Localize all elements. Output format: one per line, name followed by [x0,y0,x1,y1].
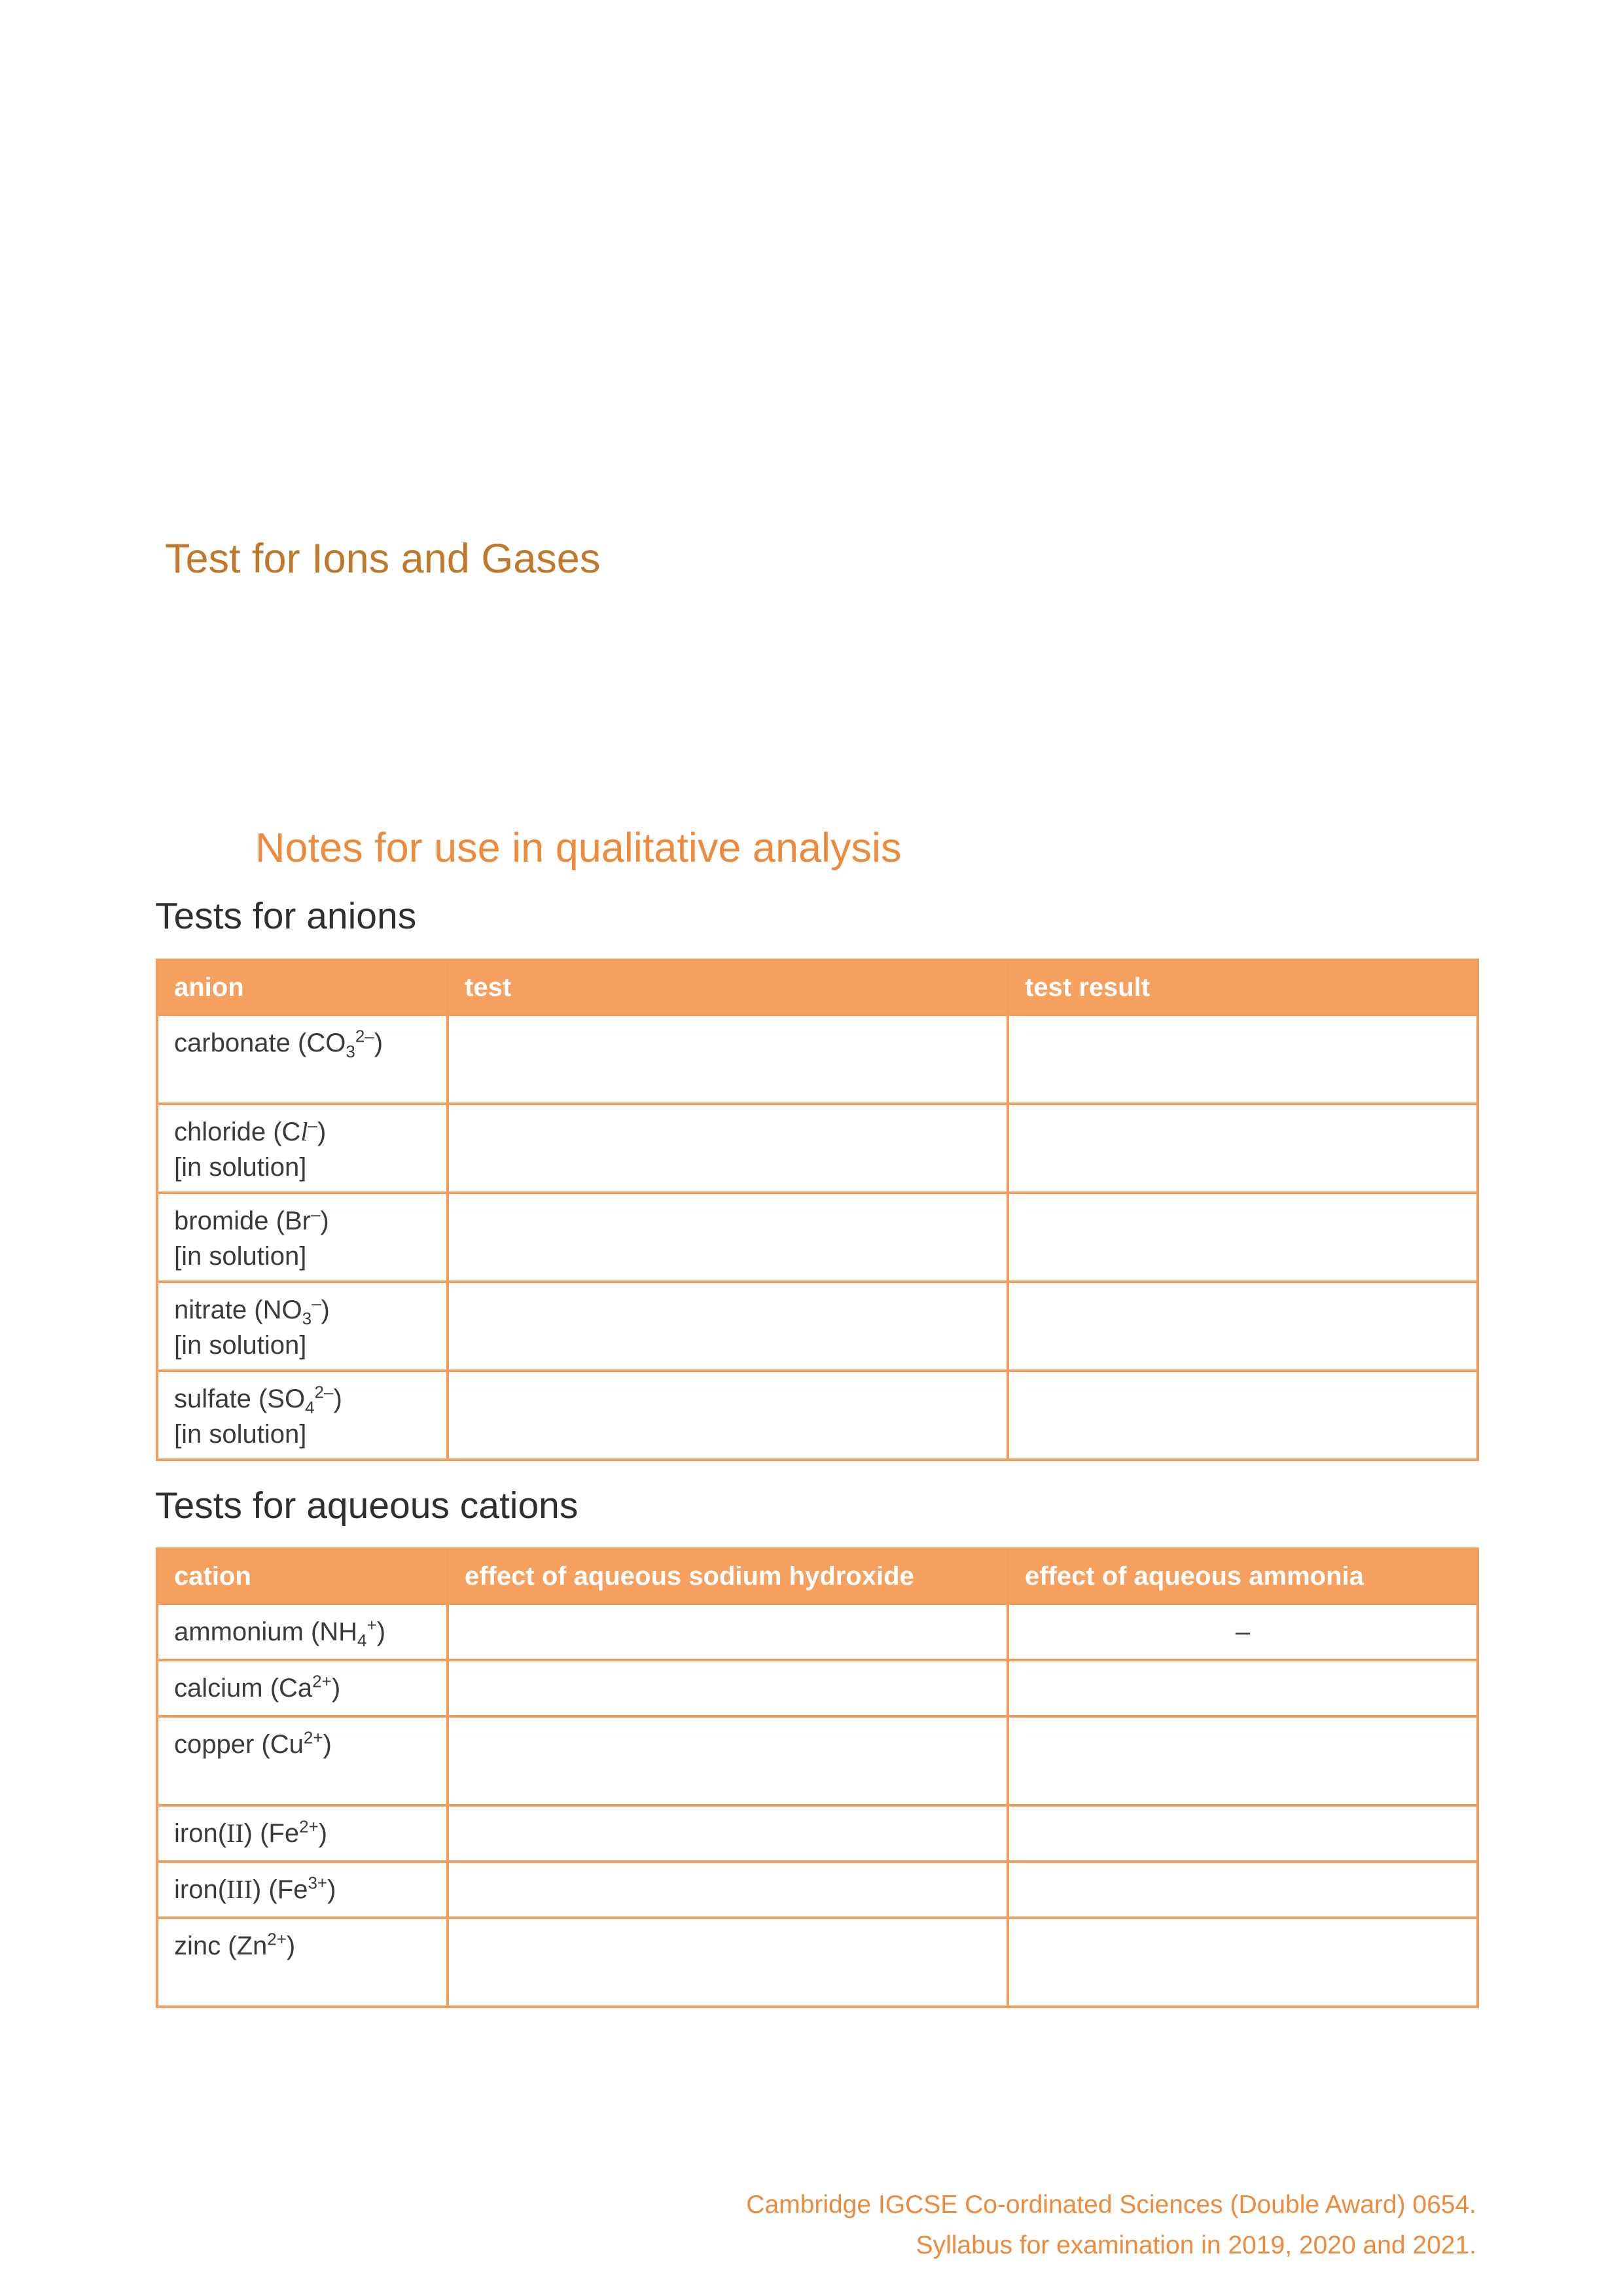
column-header-anion: anion [157,960,448,1015]
test-cell [448,1371,1008,1460]
table-header-row [157,960,1478,1015]
notes-title: Notes for use in qualitative analysis [255,825,902,871]
ammonia-cell [1008,1805,1478,1862]
cation-cell: copper $(Cu^{2+})$ [157,1716,448,1805]
table-row [157,1918,1478,2007]
test-result-cell [1008,1104,1478,1193]
test-cell [448,1282,1008,1371]
sodium-hydroxide-cell [448,1918,1008,2007]
anion-tests-table [156,959,1479,1461]
table-row [157,1604,1478,1660]
cation-cell: calcium $(Ca^{2+})$ [157,1660,448,1716]
table-row [157,1104,1478,1193]
column-header-test-result: test result [1008,960,1478,1015]
cation-cell: iron(III) $(Fe^{3+})$ [157,1862,448,1918]
sodium-hydroxide-cell [448,1805,1008,1862]
cation-cell: ammonium $(NH_4^+)$ [157,1604,448,1660]
sodium-hydroxide-cell [448,1862,1008,1918]
anion-cell: carbonate $(CO_3^{2-})$ [157,1015,448,1104]
table-row [157,1015,1478,1104]
anion-cell: nitrate $(NO_3^-)$ [in solution] [157,1282,448,1371]
cation-tests-table [156,1547,1479,2008]
test-result-cell [1008,1371,1478,1460]
table-row [157,1716,1478,1805]
column-header-sodium-hydroxide: effect of aqueous sodium hydroxide [448,1549,1008,1604]
footer-syllabus-title: Cambridge IGCSE Co-ordinated Sciences (Double Award) 0654. [746,2191,1476,2219]
ammonia-cell: – [1008,1604,1478,1660]
anion-cell: sulfate $(SO_4^{2-})$ [in solution] [157,1371,448,1460]
test-cell [448,1193,1008,1282]
page-title: Test for Ions and Gases [165,536,601,582]
cation-cell: iron(II) $(Fe^{2+})$ [157,1805,448,1862]
footer-exam-years: Syllabus for examination in 2019, 2020 and 2021. [916,2231,1476,2259]
sodium-hydroxide-cell [448,1716,1008,1805]
anion-cell: bromide (Br–) [in solution] [157,1193,448,1282]
test-cell [448,1015,1008,1104]
table-row [157,1862,1478,1918]
table-row [157,1371,1478,1460]
cation-cell: zinc $(Zn^{2+})$ [157,1918,448,2007]
test-result-cell [1008,1015,1478,1104]
column-header-cation: cation [157,1549,448,1604]
anion-tests-heading: Tests for anions [155,895,417,937]
ammonia-cell [1008,1918,1478,2007]
anion-cell: chloride (Cl–) [in solution] [157,1104,448,1193]
sodium-hydroxide-cell [448,1660,1008,1716]
table-row [157,1193,1478,1282]
ammonia-cell [1008,1660,1478,1716]
ammonia-cell [1008,1716,1478,1805]
table-header-row [157,1549,1478,1604]
test-result-cell [1008,1282,1478,1371]
column-header-ammonia: effect of aqueous ammonia [1008,1549,1478,1604]
test-cell [448,1104,1008,1193]
table-row [157,1282,1478,1371]
test-result-cell [1008,1193,1478,1282]
cation-tests-heading: Tests for aqueous cations [155,1485,579,1527]
table-row [157,1660,1478,1716]
ammonia-cell [1008,1862,1478,1918]
table-row [157,1805,1478,1862]
column-header-test: test [448,960,1008,1015]
sodium-hydroxide-cell [448,1604,1008,1660]
